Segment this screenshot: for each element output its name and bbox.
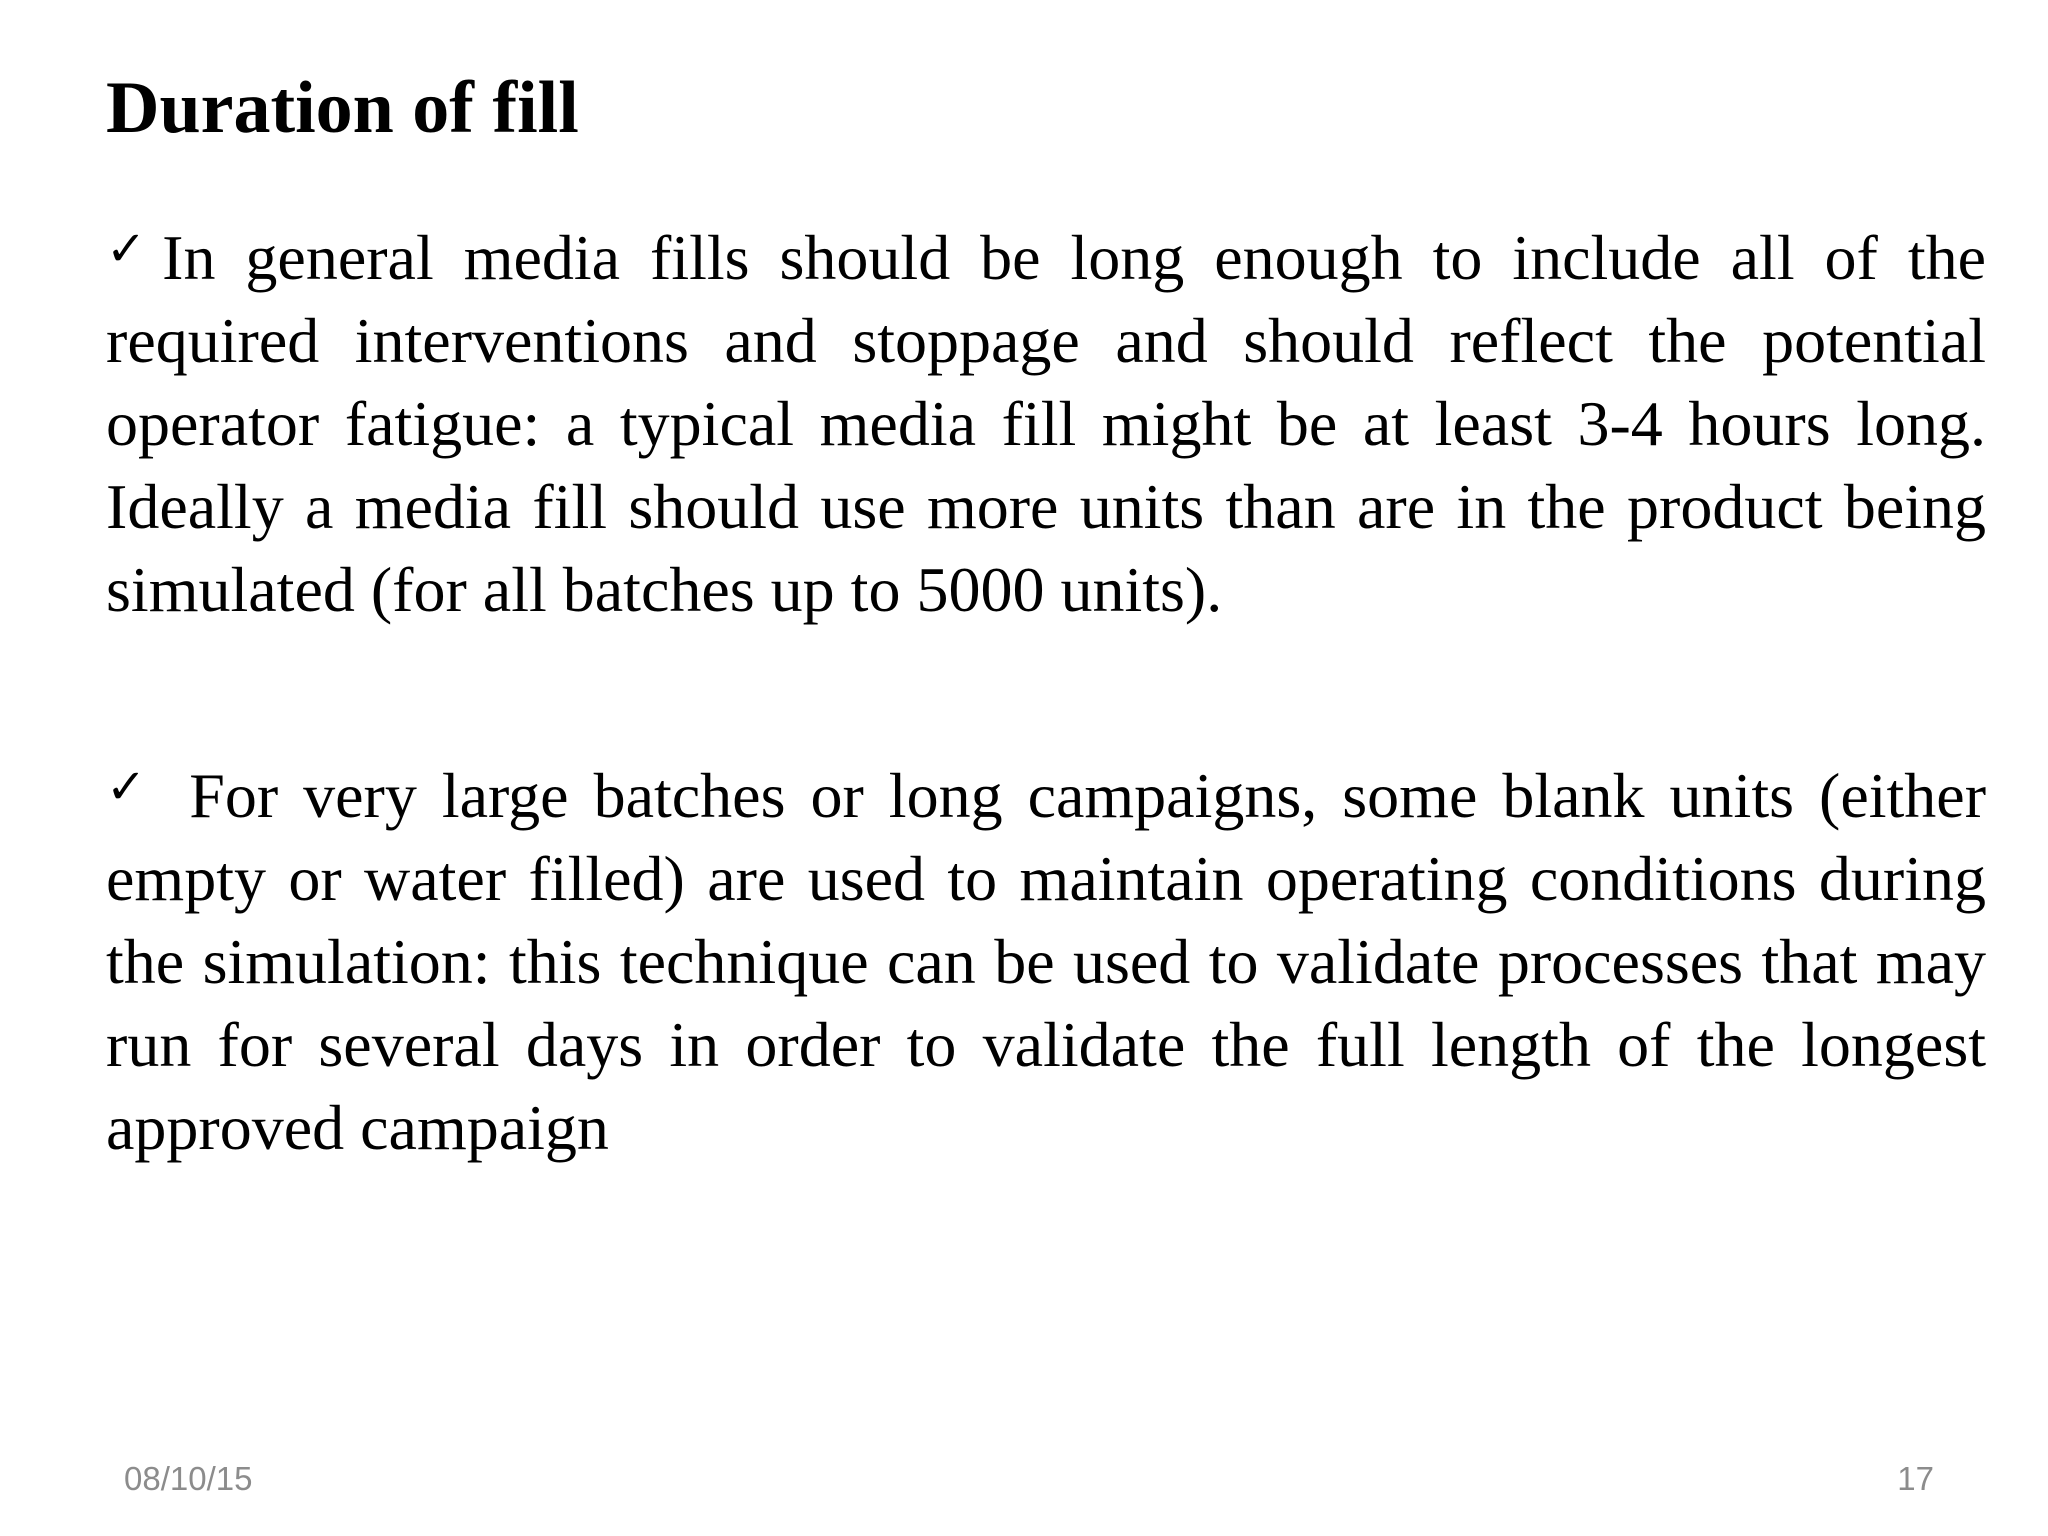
footer-page-number: 17 — [1897, 1460, 1934, 1497]
checkmark-icon: ✓ — [106, 759, 156, 815]
bullet-item — [106, 208, 1986, 631]
slide-title: Duration of fill — [106, 67, 579, 149]
bullet-item — [106, 746, 1986, 1169]
bullet-text: For very large batches or long campaigns, some blank units (either empty or water filled) are used to maintain operating conditions during the simulation: this technique can be used to validate processes that may run for several days in order to validate the full length of the longest approved campaign — [106, 760, 1987, 1163]
checkmark-icon: ✓ — [106, 221, 161, 277]
bullet-text: In general media fills should be long enough to include all of the required interventions and stoppage and should reflect the potential operator fatigue: a typical media fill might be at least 3-4 hours long. Ideally a media fill should use more units than are in the product being simulated (for all batches up to 5000 units). — [106, 222, 1987, 625]
slide-content — [106, 208, 1986, 1169]
footer-date: 08/10/15 — [124, 1460, 253, 1497]
